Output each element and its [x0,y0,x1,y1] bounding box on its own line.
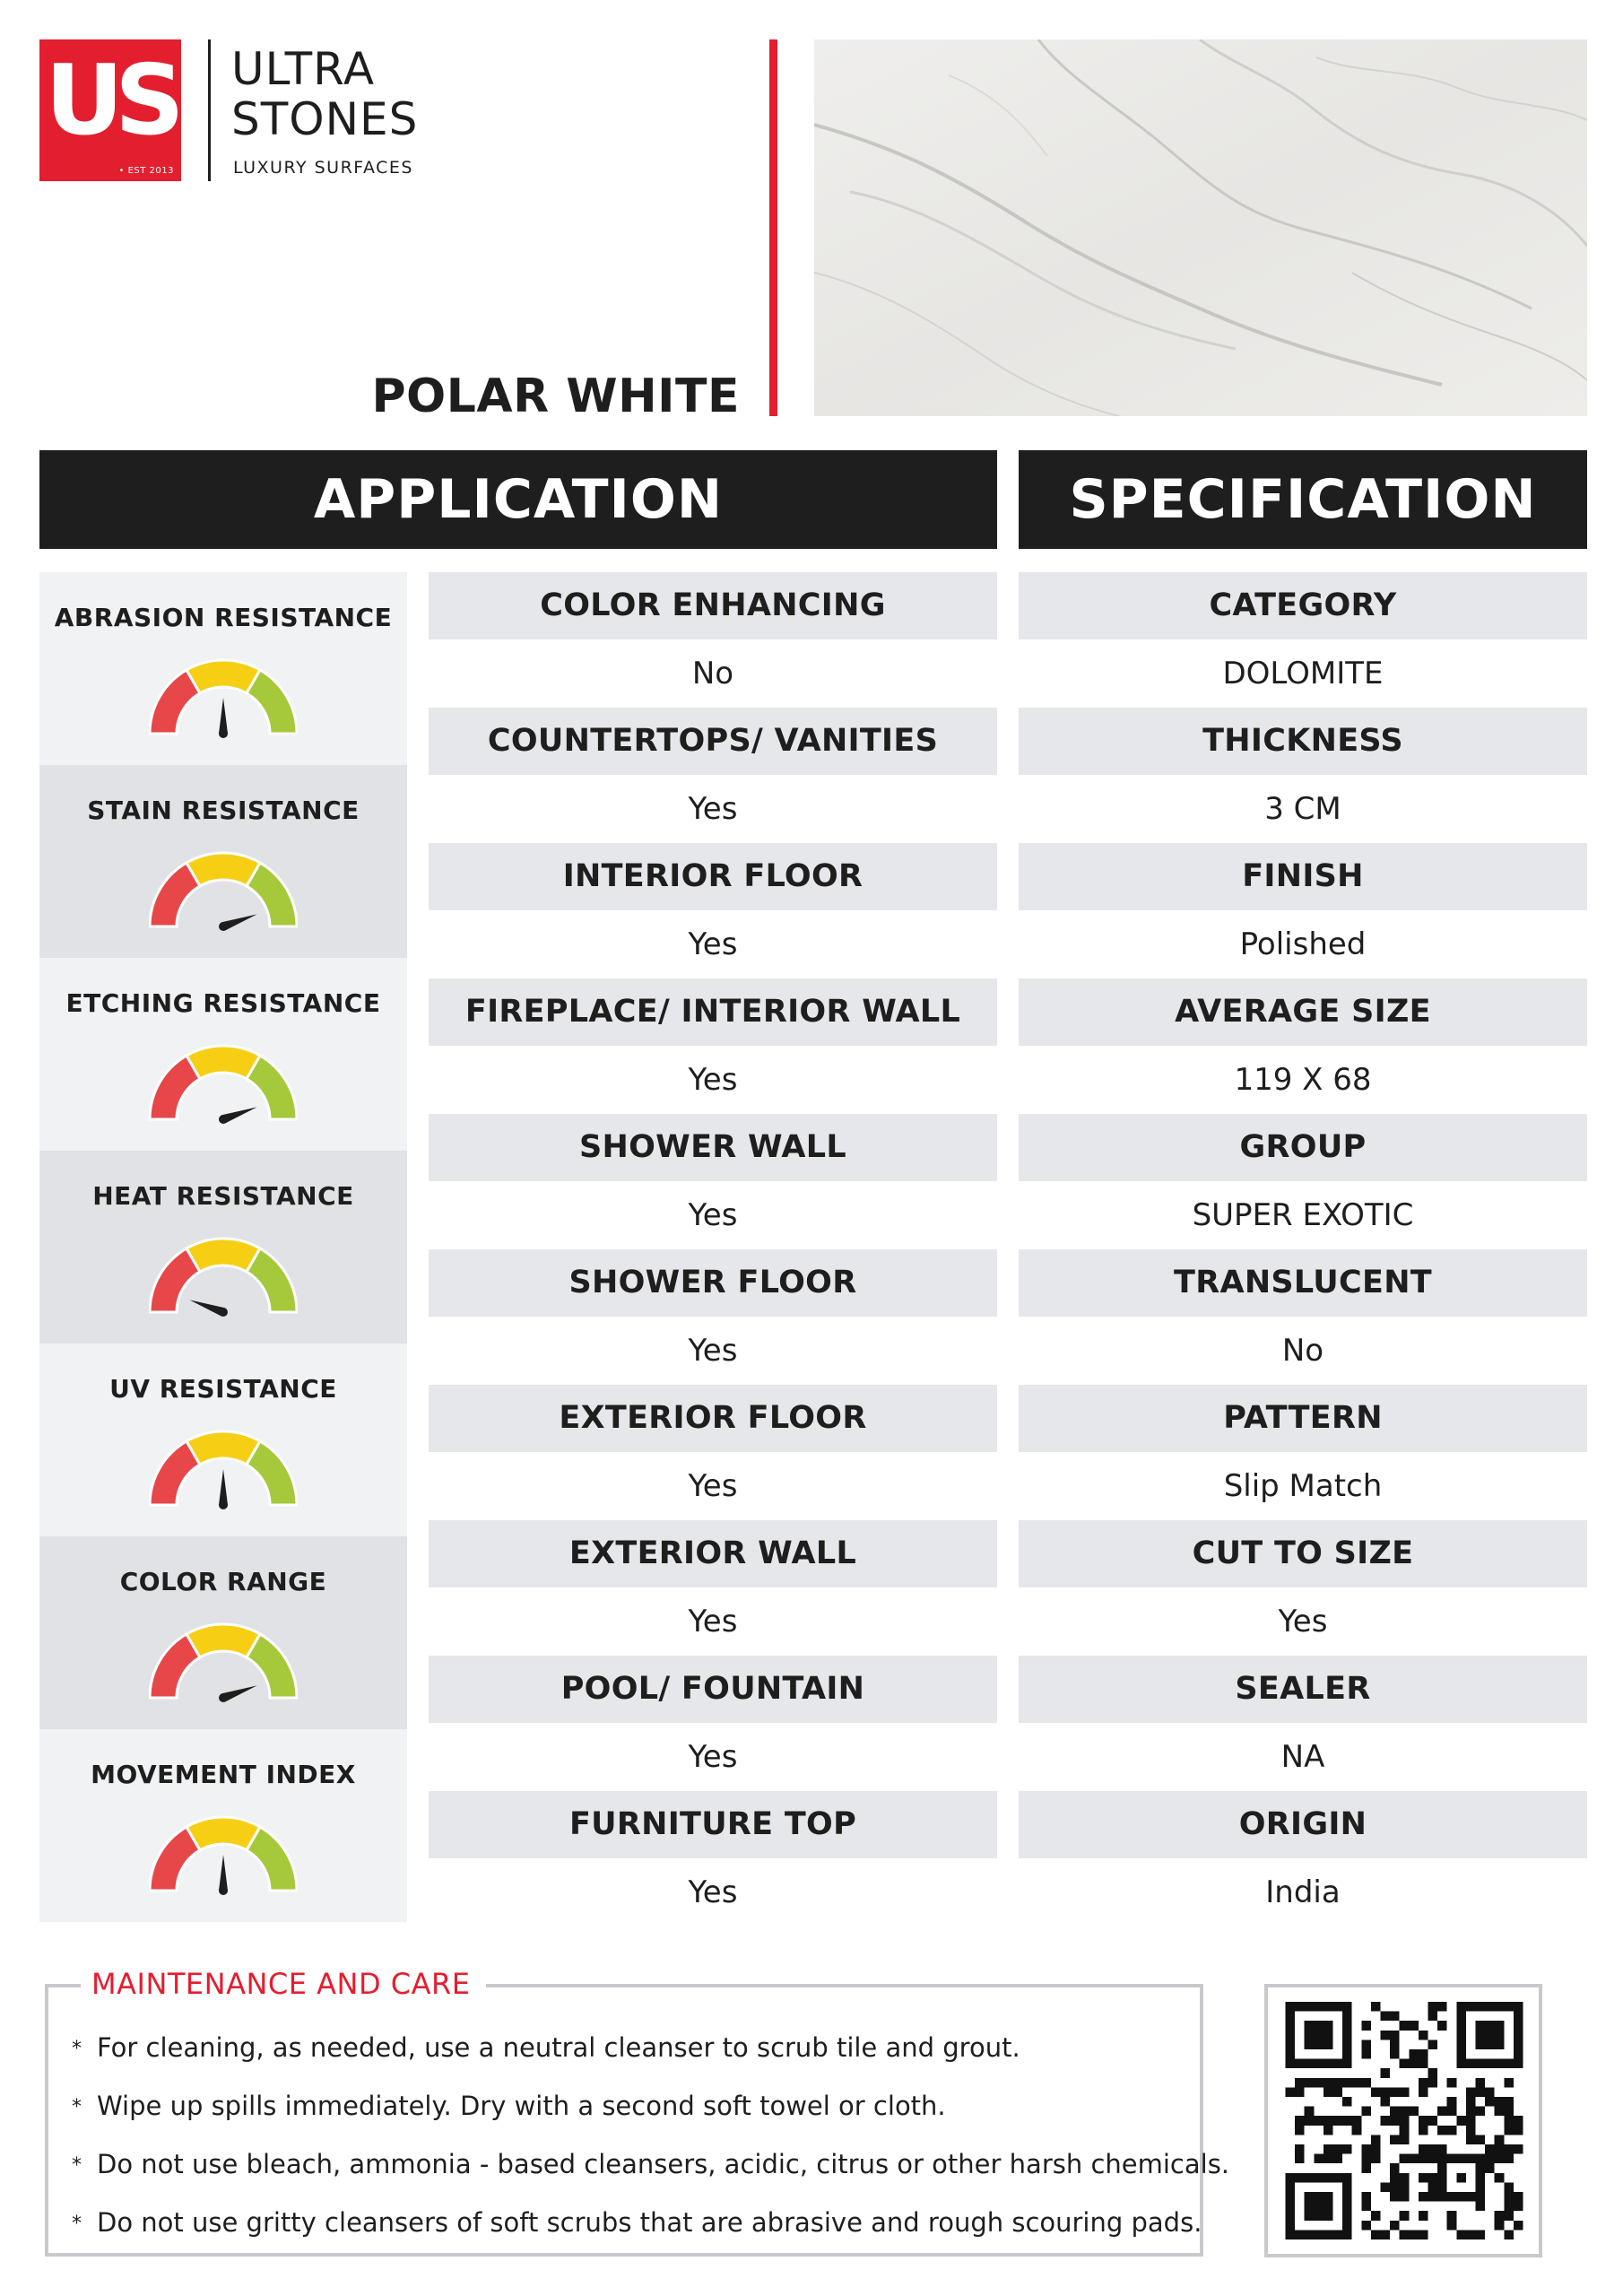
brand-tagline: LUXURY SURFACES [233,158,413,178]
specification-label: CATEGORY [1019,572,1587,639]
specification-value: No [1019,1317,1587,1385]
gauge-icon [149,1233,298,1318]
gauge-label: COLOR RANGE [119,1567,327,1596]
gauge-row [39,1536,407,1729]
specification-label: SEALER [1019,1656,1587,1723]
gauge-row [39,958,407,1151]
maintenance-title: MAINTENANCE AND CARE [81,1964,486,2004]
qr-code[interactable] [1264,1984,1542,2257]
specification-value: NA [1019,1723,1587,1791]
gauge-high-segment [247,1056,297,1119]
gauge-row [39,572,407,765]
maintenance-box [45,1967,1230,2257]
specification-label: THICKNESS [1019,708,1587,775]
asterisk-icon: * [72,2213,82,2235]
gauge-hub [219,1308,228,1317]
maintenance-item [72,2142,1230,2200]
specification-label: ORIGIN [1019,1791,1587,1858]
application-value: Yes [429,1317,997,1385]
application-table [429,572,997,1926]
maintenance-item [72,2025,1191,2083]
specification-label: TRANSLUCENT [1019,1249,1587,1317]
gauge-label: MOVEMENT INDEX [91,1760,356,1789]
specification-label: FINISH [1019,843,1587,910]
asterisk-icon: * [72,2096,82,2118]
gauge-label: STAIN RESISTANCE [87,796,360,825]
gauge-high-segment [247,1634,297,1698]
specification-label: AVERAGE SIZE [1019,978,1587,1046]
application-label: COUNTERTOPS/ VANITIES [429,708,997,775]
application-value: Yes [429,1452,997,1520]
application-value: Yes [429,1723,997,1791]
resistance-gauges [39,572,407,1922]
specification-value: 3 CM [1019,775,1587,843]
application-value: Yes [429,1181,997,1249]
logo-est: • EST 2013 [118,166,174,176]
gauge-high-segment [247,1441,297,1505]
maintenance-text: Wipe up spills immediately. Dry with a second soft towel or cloth. [97,2091,946,2121]
gauge-icon [149,1040,298,1125]
application-value: Yes [429,1858,997,1926]
maintenance-list [72,2025,1230,2258]
specification-table [1019,572,1587,1926]
gauge-icon [149,1619,298,1703]
gauge-row [39,1151,407,1344]
gauge-needle [219,1469,228,1505]
specification-value: Yes [1019,1587,1587,1656]
specification-value: Polished [1019,910,1587,978]
gauge-hub [219,1886,228,1895]
gauge-icon [149,1426,298,1510]
gauge-hub [219,922,228,931]
application-label: FIREPLACE/ INTERIOR WALL [429,978,997,1046]
application-label: EXTERIOR WALL [429,1520,997,1587]
specification-label: CUT TO SIZE [1019,1520,1587,1587]
gauge-high-segment [247,863,297,926]
gauge-label: ETCHING RESISTANCE [65,988,381,1018]
application-label: SHOWER FLOOR [429,1249,997,1317]
specification-label: PATTERN [1019,1385,1587,1452]
application-label: SHOWER WALL [429,1114,997,1181]
brand-name-line2: STONES [231,93,419,145]
gauge-hub [219,1115,228,1124]
gauge-row [39,1344,407,1536]
stone-sample-image [814,39,1587,416]
gauge-high-segment [247,670,297,734]
gauge-icon [149,1812,298,1896]
application-header: APPLICATION [39,450,997,549]
maintenance-text: For cleaning, as needed, use a neutral cleanser to scrub tile and grout. [97,2032,1020,2063]
application-label: POOL/ FOUNTAIN [429,1656,997,1723]
product-name: POLAR WHITE [371,370,740,423]
qr-code-graphic [1282,2002,1526,2239]
maintenance-text: Do not use gritty cleansers of soft scrubs that are abrasive and rough scouring pads. [97,2207,1202,2238]
specification-value: India [1019,1858,1587,1926]
application-value: No [429,639,997,708]
gauge-hub [219,729,228,738]
application-value: Yes [429,1587,997,1656]
maintenance-text: Do not use bleach, ammonia - based cleansers, acidic, citrus or other harsh chemicals. [97,2149,1230,2179]
gauge-icon [149,655,298,739]
maintenance-item [72,2200,1202,2258]
application-value: Yes [429,1046,997,1114]
gauge-hub [219,1500,228,1509]
asterisk-icon: * [72,2154,82,2177]
gauge-high-segment [247,1827,297,1891]
gauge-hub [219,1693,228,1702]
gauge-label: ABRASION RESISTANCE [54,603,393,632]
logo-letters: US [45,45,176,157]
application-value: Yes [429,910,997,978]
gauge-label: HEAT RESISTANCE [92,1181,354,1211]
application-label: INTERIOR FLOOR [429,843,997,910]
brand-name-line1: ULTRA [231,43,376,95]
specification-value: Slip Match [1019,1452,1587,1520]
specification-value: DOLOMITE [1019,639,1587,708]
application-label: EXTERIOR FLOOR [429,1385,997,1452]
accent-bar [769,39,777,416]
brand-logo [39,39,181,181]
gauge-needle [219,1855,228,1891]
gauge-needle [219,698,228,734]
gauge-label: UV RESISTANCE [109,1374,337,1404]
asterisk-icon: * [72,2038,82,2060]
maintenance-item [72,2083,1191,2142]
application-label: COLOR ENHANCING [429,572,997,639]
logo-divider [208,39,211,181]
specification-header: SPECIFICATION [1019,450,1587,549]
specification-value: 119 X 68 [1019,1046,1587,1114]
gauge-high-segment [247,1248,297,1312]
application-value: Yes [429,775,997,843]
application-label: FURNITURE TOP [429,1791,997,1858]
gauge-row [39,765,407,958]
gauge-icon [149,848,298,932]
specification-label: GROUP [1019,1114,1587,1181]
specification-value: SUPER EXOTIC [1019,1181,1587,1249]
gauge-row [39,1729,407,1922]
